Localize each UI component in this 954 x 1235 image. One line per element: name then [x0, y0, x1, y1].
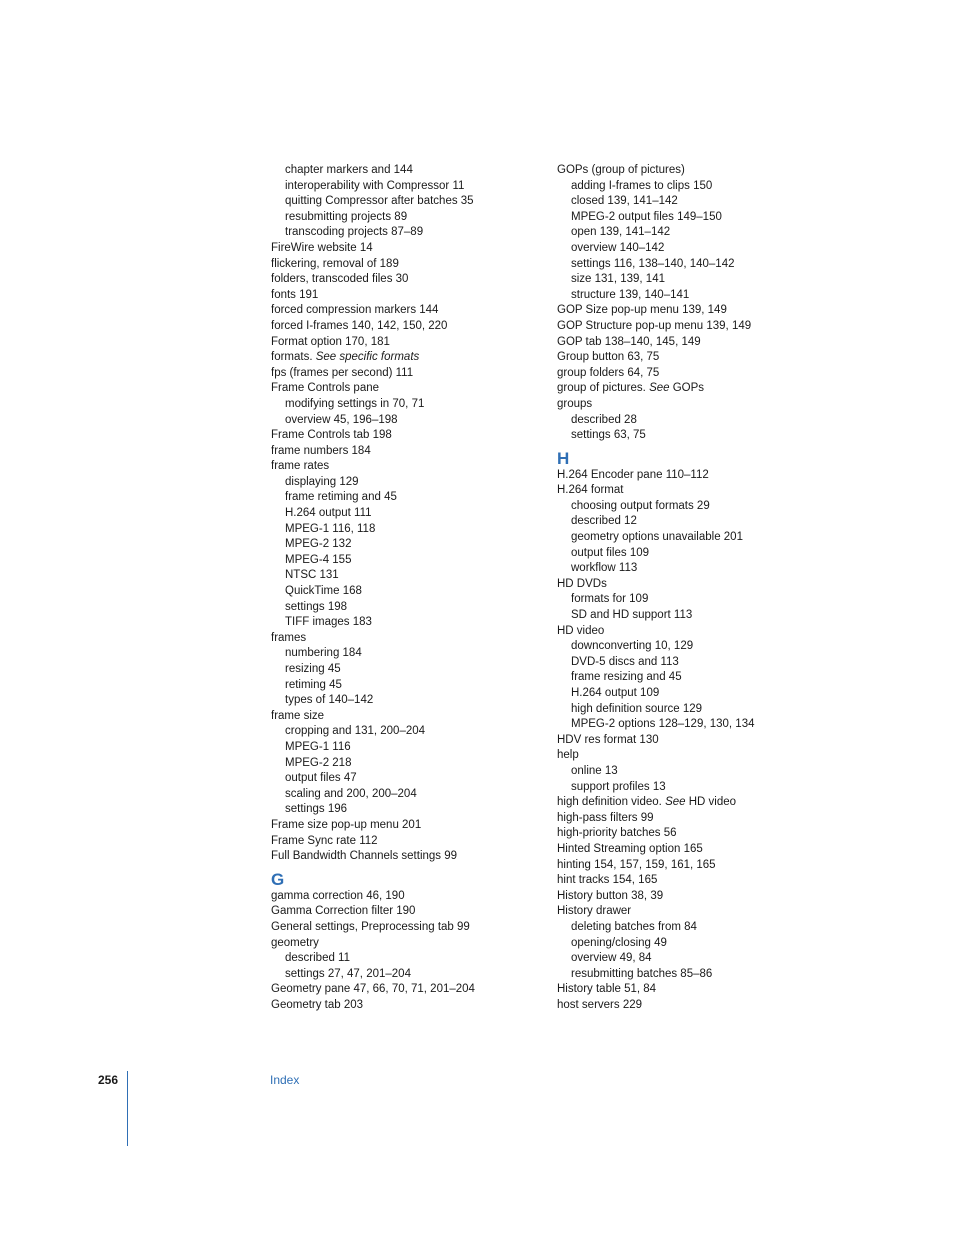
index-entry-text: settings 27, 47, 201–204 — [285, 967, 411, 980]
index-entry-text: QuickTime 168 — [285, 585, 362, 598]
index-entry — [271, 350, 541, 366]
index-entry-text: frame resizing and 45 — [571, 671, 682, 684]
index-entry-text: fps (frames per second) 111 — [271, 366, 414, 379]
index-subentry — [557, 951, 857, 967]
index-entry-text: formats. — [271, 351, 316, 364]
index-subentry — [271, 584, 541, 600]
index-entry-text: downconverting 10, 129 — [571, 640, 694, 653]
index-subentry — [557, 225, 857, 241]
index-subentry — [557, 655, 857, 671]
index-subentry — [271, 490, 541, 506]
index-entry — [271, 818, 541, 834]
index-entry-text: forced compression markers 144 — [271, 304, 439, 317]
index-subentry — [271, 179, 541, 195]
index-entry-text: Frame size pop-up menu 201 — [271, 818, 422, 831]
index-subentry — [557, 499, 857, 515]
index-entry-text: host servers 229 — [557, 998, 643, 1011]
index-entry-text: described 12 — [571, 515, 637, 528]
index-entry — [557, 397, 857, 413]
index-entry — [557, 319, 857, 335]
index-entry — [271, 631, 541, 647]
index-entry — [271, 366, 541, 382]
index-subentry — [271, 678, 541, 694]
index-entry-text: types of 140–142 — [285, 694, 374, 707]
index-entry — [271, 335, 541, 351]
index-entry-text: settings 196 — [285, 803, 348, 816]
index-entry-text: frames — [271, 631, 307, 644]
index-entry-text: MPEG-1 116, 118 — [285, 522, 376, 535]
index-see-reference: See — [665, 796, 686, 809]
index-subentry — [557, 413, 857, 429]
index-subentry — [271, 522, 541, 538]
index-subentry — [557, 257, 857, 273]
index-entry — [271, 428, 541, 444]
index-entry-text: H — [557, 448, 570, 468]
index-entry-text: displaying 129 — [285, 475, 359, 488]
index-subentry — [557, 514, 857, 530]
index-entry-text: resubmitting batches 85–86 — [571, 967, 713, 980]
index-entry — [271, 904, 541, 920]
index-entry-text: GOPs (group of pictures) — [557, 164, 685, 176]
index-entry-text: hinting 154, 157, 159, 161, 165 — [557, 858, 716, 871]
index-subentry — [557, 592, 857, 608]
index-entry — [271, 459, 541, 475]
index-subentry — [557, 194, 857, 210]
index-entry-text: DVD-5 discs and 113 — [571, 655, 679, 668]
page-number: 256 — [98, 1073, 119, 1087]
index-entry — [557, 468, 857, 484]
index-entry-text: frame size — [271, 709, 325, 722]
index-entry — [557, 982, 857, 998]
index-subentry — [271, 475, 541, 491]
index-entry — [271, 849, 541, 865]
index-entry-text: GOP Structure pop-up menu 139, 149 — [557, 319, 752, 332]
index-entry — [271, 889, 541, 905]
index-entry-text: G — [271, 869, 285, 889]
index-entry-text: MPEG-2 output files 149–150 — [571, 210, 722, 223]
index-entry-text: transcoding projects 87–89 — [285, 226, 424, 239]
index-entry-text: Full Bandwidth Channels settings 99 — [271, 850, 458, 863]
index-subentry — [557, 179, 857, 195]
index-see-target: HD video — [685, 796, 737, 809]
index-subentry — [271, 225, 541, 241]
index-entry-text: Gamma Correction filter 190 — [271, 905, 416, 918]
index-entry-text: open 139, 141–142 — [571, 226, 671, 239]
index-subentry — [557, 561, 857, 577]
index-subentry — [271, 802, 541, 818]
index-entry-text: adding I-frames to clips 150 — [571, 179, 713, 192]
index-entry-text: Frame Controls pane — [271, 382, 380, 395]
index-entry — [557, 303, 857, 319]
index-entry-text: support profiles 13 — [571, 780, 666, 793]
index-subentry — [557, 546, 857, 562]
index-entry-text: overview 49, 84 — [571, 952, 652, 965]
index-entry-text: geometry options unavailable 201 — [571, 531, 743, 544]
index-entry-text: HDV res format 130 — [557, 733, 659, 746]
index-entry — [557, 795, 857, 811]
index-entry-text: HD video — [557, 624, 605, 637]
index-entry-text: described 11 — [285, 952, 350, 965]
index-entry-text: settings 116, 138–140, 140–142 — [571, 257, 735, 270]
index-entry-text: help — [557, 749, 579, 762]
index-subentry — [271, 553, 541, 569]
index-entry-text: resubmitting projects 89 — [285, 210, 408, 223]
index-subentry — [271, 967, 541, 983]
index-entry-text: H.264 format — [557, 484, 624, 497]
index-entry-text: folders, transcoded files 30 — [271, 273, 409, 286]
index-subentry — [557, 639, 857, 655]
index-subentry — [271, 646, 541, 662]
index-subentry — [271, 740, 541, 756]
index-subentry — [271, 724, 541, 740]
index-entry-text: General settings, Preprocessing tab 99 — [271, 920, 470, 933]
index-subentry — [557, 241, 857, 257]
index-entry-text: deleting batches from 84 — [571, 920, 697, 933]
index-entry-text: flickering, removal of 189 — [271, 257, 399, 270]
index-subentry — [271, 771, 541, 787]
index-subentry — [557, 686, 857, 702]
index-entry-text: formats for 109 — [571, 593, 649, 606]
index-entry — [557, 904, 857, 920]
index-entry — [271, 936, 541, 952]
index-entry-text: frame numbers 184 — [271, 444, 371, 457]
index-subentry — [271, 413, 541, 429]
index-entry-text: resizing 45 — [285, 663, 341, 675]
index-entry-text: size 131, 139, 141 — [571, 273, 665, 286]
index-entry-text: scaling and 200, 200–204 — [285, 787, 417, 800]
index-entry — [271, 272, 541, 288]
index-entry-text: Hinted Streaming option 165 — [557, 842, 703, 855]
index-subentry — [557, 288, 857, 304]
index-column-right — [557, 163, 857, 1013]
footer-section-title: Index — [270, 1073, 300, 1087]
index-entry — [271, 444, 541, 460]
index-entry-text: cropping and 131, 200–204 — [285, 725, 426, 738]
index-entry-text: FireWire website 14 — [271, 241, 373, 254]
index-entry-text: H.264 Encoder pane 110–112 — [557, 468, 709, 481]
index-see-target: GOPs — [669, 382, 705, 395]
index-entry-text: settings 63, 75 — [571, 429, 646, 442]
index-subentry — [271, 568, 541, 584]
index-entry-text: group folders 64, 75 — [557, 366, 660, 379]
index-entry-text: GOP Size pop-up menu 139, 149 — [557, 304, 727, 317]
index-entry-text: overview 45, 196–198 — [285, 413, 398, 426]
index-entry-text: numbering 184 — [285, 647, 362, 660]
index-entry-text: output files 109 — [571, 546, 650, 559]
index-subentry — [557, 967, 857, 983]
index-entry-text: Group button 63, 75 — [557, 351, 660, 364]
index-entry — [271, 381, 541, 397]
index-entry — [557, 163, 857, 179]
index-subentry — [271, 787, 541, 803]
index-subentry — [557, 670, 857, 686]
index-entry-text: gamma correction 46, 190 — [271, 889, 405, 902]
index-subentry — [557, 272, 857, 288]
index-entry — [271, 709, 541, 725]
index-entry-text: online 13 — [571, 764, 618, 777]
index-entry — [557, 826, 857, 842]
index-entry — [271, 998, 541, 1014]
index-entry — [557, 483, 857, 499]
index-entry — [557, 366, 857, 382]
index-entry — [271, 241, 541, 257]
index-entry-text: H.264 output 109 — [571, 687, 660, 699]
index-entry-text: fonts 191 — [271, 288, 319, 301]
index-entry-text: described 28 — [571, 413, 637, 426]
index-entry-text: high definition video. — [557, 796, 666, 809]
index-entry-text: Geometry tab 203 — [271, 998, 364, 1011]
index-entry-text: settings 198 — [285, 600, 348, 613]
index-entry-text: frame rates — [271, 460, 330, 473]
index-entry — [271, 303, 541, 319]
index-entry — [557, 350, 857, 366]
index-subentry — [557, 530, 857, 546]
index-entry-text: modifying settings in 70, 71 — [285, 397, 425, 410]
footer-divider — [127, 1071, 128, 1146]
index-entry-text: Frame Controls tab 198 — [271, 429, 392, 442]
index-entry-text: History button 38, 39 — [557, 889, 664, 902]
index-entry — [557, 381, 857, 397]
index-entry-text: interoperability with Compressor 11 — [285, 179, 465, 192]
index-entry-text: H.264 output 111 — [285, 507, 372, 520]
index-subentry — [271, 662, 541, 678]
index-subentry — [557, 936, 857, 952]
index-subentry — [271, 210, 541, 226]
index-entry-text: overview 140–142 — [571, 241, 665, 254]
index-entry — [557, 858, 857, 874]
index-subentry — [271, 693, 541, 709]
index-subentry — [557, 702, 857, 718]
index-subentry — [271, 600, 541, 616]
index-column-left — [271, 163, 541, 1013]
index-entry — [271, 982, 541, 998]
index-subentry — [557, 780, 857, 796]
index-entry-text: GOP tab 138–140, 145, 149 — [557, 335, 701, 348]
index-entry — [557, 577, 857, 593]
index-entry-text: forced I-frames 140, 142, 150, 220 — [271, 319, 448, 332]
index-entry-text: choosing output formats 29 — [571, 499, 710, 512]
index-entry — [271, 319, 541, 335]
index-entry-text: chapter markers and 144 — [285, 164, 413, 176]
index-entry — [557, 998, 857, 1014]
index-entry-text: high-pass filters 99 — [557, 811, 654, 824]
index-entry — [557, 811, 857, 827]
index-entry — [271, 257, 541, 273]
index-entry-text: output files 47 — [285, 772, 357, 785]
index-entry-text: high-priority batches 56 — [557, 827, 677, 840]
index-subentry — [557, 717, 857, 733]
index-entry-text: high definition source 129 — [571, 702, 703, 715]
index-entry-text: MPEG-2 218 — [285, 756, 352, 769]
index-entry-text: workflow 113 — [571, 562, 638, 575]
index-entry-text: structure 139, 140–141 — [571, 288, 690, 301]
index-see-reference: See specific formats — [315, 351, 420, 364]
index-entry-text: hint tracks 154, 165 — [557, 874, 658, 887]
index-subentry — [271, 951, 541, 967]
index-subentry — [271, 615, 541, 631]
index-entry-text: closed 139, 141–142 — [571, 195, 678, 208]
index-entry-text: frame retiming and 45 — [285, 491, 397, 504]
index-entry-text: group of pictures. — [557, 382, 650, 395]
index-entry-text: MPEG-4 155 — [285, 553, 352, 566]
index-entry-text: Geometry pane 47, 66, 70, 71, 201–204 — [271, 983, 475, 996]
index-entry — [557, 873, 857, 889]
index-entry-text: geometry — [271, 936, 319, 949]
index-entry-text: NTSC 131 — [285, 569, 339, 582]
index-entry — [557, 733, 857, 749]
index-letter-heading — [271, 871, 541, 889]
index-entry-text: quitting Compressor after batches 35 — [285, 195, 474, 208]
index-entry — [557, 624, 857, 640]
index-see-reference: See — [649, 382, 670, 395]
index-subentry — [271, 537, 541, 553]
index-entry-text: retiming 45 — [285, 678, 342, 691]
index-entry — [557, 335, 857, 351]
index-entry-text: HD DVDs — [557, 577, 607, 590]
index-entry-text: Format option 170, 181 — [271, 335, 390, 348]
index-entry-text: MPEG-2 132 — [285, 538, 352, 551]
index-entry — [271, 834, 541, 850]
index-entry-text: Frame Sync rate 112 — [271, 834, 378, 847]
index-entry-text: MPEG-1 116 — [285, 740, 351, 753]
index-entry-text: TIFF images 183 — [285, 616, 372, 629]
index-letter-heading — [557, 450, 857, 468]
index-subentry — [271, 163, 541, 179]
index-subentry — [271, 397, 541, 413]
index-subentry — [271, 756, 541, 772]
index-subentry — [557, 428, 857, 444]
index-entry — [271, 288, 541, 304]
index-entry — [557, 842, 857, 858]
index-entry-text: SD and HD support 113 — [571, 609, 693, 622]
index-entry-text: opening/closing 49 — [571, 936, 667, 949]
index-subentry — [557, 608, 857, 624]
index-entry — [271, 920, 541, 936]
index-subentry — [271, 194, 541, 210]
index-subentry — [557, 764, 857, 780]
index-entry — [557, 889, 857, 905]
index-subentry — [557, 210, 857, 226]
index-entry — [557, 748, 857, 764]
index-entry-text: History drawer — [557, 905, 632, 918]
index-subentry — [557, 920, 857, 936]
index-entry-text: History table 51, 84 — [557, 983, 657, 996]
index-entry-text: groups — [557, 397, 593, 410]
index-entry-text: MPEG-2 options 128–129, 130, 134 — [571, 718, 755, 731]
index-subentry — [271, 506, 541, 522]
